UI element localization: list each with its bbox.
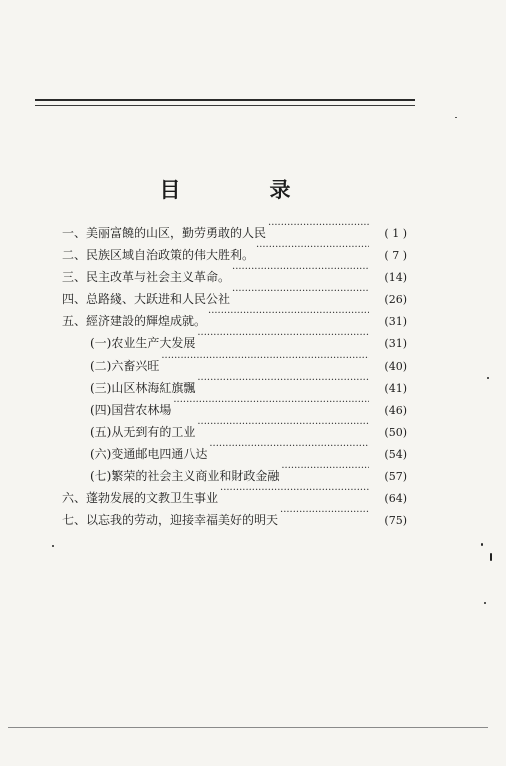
dot-leader [209,436,369,458]
toc-entry-page: (31) [384,315,407,329]
toc-entry-label: (五)从无到有的工业 [90,424,196,439]
bottom-rule [8,727,488,728]
table-of-contents [62,215,407,528]
scan-speck [455,117,457,118]
toc-entry-page: ( 1 ) [384,227,407,240]
toc-entry-label: 二、民族区域自治政策的伟大胜利。 [62,248,255,263]
toc-entry-page: (50) [384,425,407,439]
toc-entry-1[interactable] [62,215,407,240]
scan-speck [487,377,489,379]
toc-entry-page: (31) [384,337,407,351]
toc-entry-label: 七、以忘我的劳动，迎接幸福美好的明天 [62,513,279,528]
toc-entry-page: (41) [384,381,407,395]
toc-entry-page: (26) [384,293,407,307]
toc-entry-label: (一)农业生产大发展 [90,336,196,351]
top-rule [35,99,415,106]
toc-entry-label: 六、蓬勃发展的文教卫生事业 [62,491,219,506]
toc-entry-label: 四、总路綫、大跃进和人民公社 [62,292,231,307]
toc-entry-label: (二)六畜兴旺 [90,358,160,373]
dot-leader [268,215,369,237]
dot-leader [256,237,369,259]
toc-entry-page: (75) [384,514,407,528]
dot-leader [232,281,369,303]
scan-speck [52,545,54,547]
toc-entry-label: (七)繁荣的社会主义商业和財政金融 [90,469,280,484]
dot-leader [197,370,369,392]
dot-leader [161,348,369,370]
dot-leader [232,259,369,281]
dot-leader [208,303,369,325]
toc-entry-label: (四)国营农林場 [90,402,172,417]
toc-entry-label: 一、美丽富饒的山区，勤劳勇敢的人民 [62,226,267,240]
dot-leader [197,414,369,436]
scan-speck [484,602,486,604]
toc-entry-page: (14) [384,271,407,285]
toc-entry-label: 五、經济建設的輝煌成就。 [62,314,207,329]
toc-entry-label: (三)山区林海紅旗飄 [90,380,196,395]
toc-entry-label: (六)变通邮电四通八达 [90,446,208,461]
toc-entry-page: (64) [384,492,407,506]
dot-leader [280,502,369,524]
scan-speck [490,553,492,561]
dot-leader [220,480,369,502]
dot-leader [197,325,369,347]
page-title: 目 录 [159,177,325,202]
toc-entry-page: (57) [384,470,407,484]
toc-entry-page: (54) [384,447,407,461]
toc-entry-label: 三、民主改革与社会主义革命。 [62,270,231,285]
toc-entry-page: (40) [384,359,407,373]
dot-leader [281,458,369,480]
dot-leader [173,392,369,414]
scan-speck [481,543,483,546]
toc-entry-page: (46) [384,403,407,417]
toc-entry-page: ( 7 ) [384,249,407,263]
